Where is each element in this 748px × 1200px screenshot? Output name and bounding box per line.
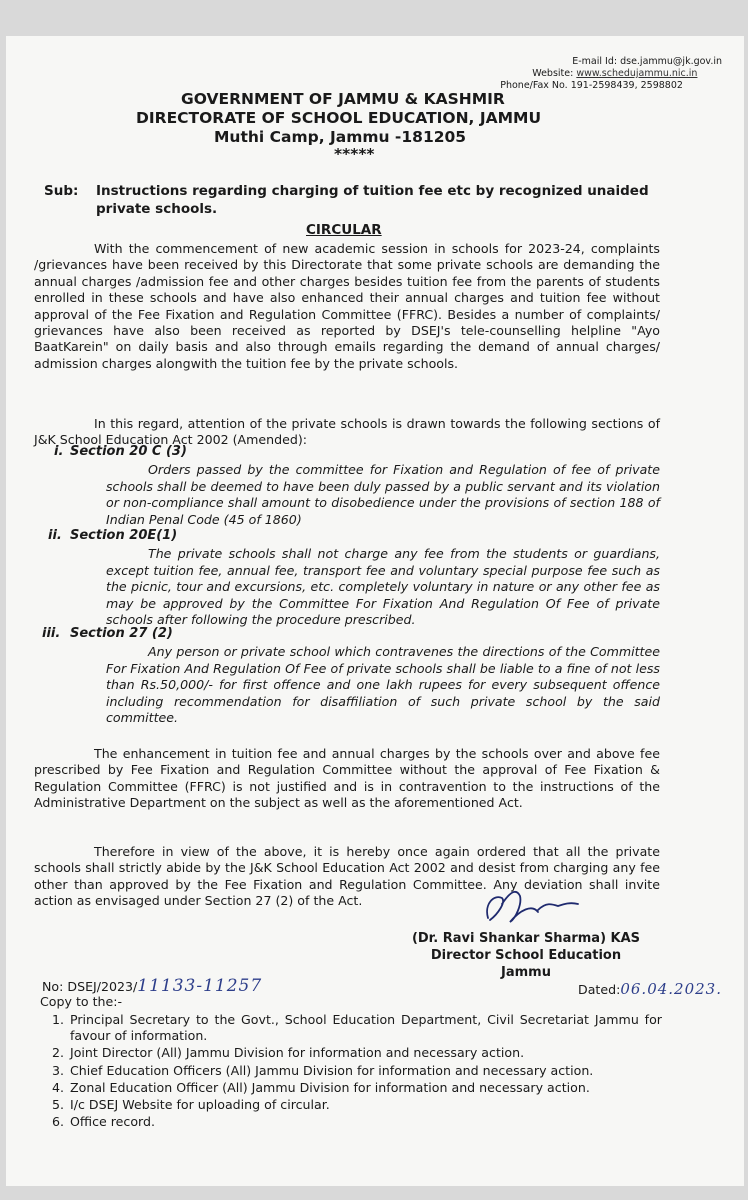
subject: [44, 182, 674, 218]
subject-label: Sub:: [44, 183, 79, 199]
paragraph-attention: In this regard, attention of the private schools is drawn towards the following sections of J&K School Education Act 2002 (Amended):: [34, 416, 660, 448]
signatory-block: [396, 930, 656, 981]
list-item: [40, 1063, 662, 1079]
phone-line: Phone/Fax No. 191-2598439, 2598802: [500, 80, 683, 91]
govt-name: GOVERNMENT OF JAMMU & KASHMIR: [181, 90, 505, 108]
signatory-place: Jammu: [501, 965, 551, 980]
list-item: [40, 1097, 662, 1113]
copy-to-label: Copy to the:-: [40, 994, 123, 1009]
section-2-text: The private schools shall not charge any fee from the students or guardians, except tuition fee, annual fee, transport fee and voluntary special purpose fee such as the picnic, tour and excursions, etc. completely voluntary in nature or any other fee as may be approved by the Committee For Fixation And Regulation Of Fee of private schools after following the procedure prescribed.: [106, 546, 660, 628]
paragraph-order: Therefore in view of the above, it is hereby once again ordered that all the private schools shall strictly abide by the J&K School Education Act 2002 and desist from charging any fee other than approved by the Fee Fixation and Regulation Committee. Any deviation shall invite action as envisaged under Section 27 (2) of the Act.: [34, 844, 660, 909]
dispatch-date: [578, 980, 722, 998]
contact-block: [500, 56, 722, 92]
paragraph-intro: With the commencement of new academic session in schools for 2023-24, complaints /grievances have been received by this Directorate that some private schools are demanding the annual charges /admission fee and other charges besides tuition fee from the parents of students enrolled in these schools and have also enhanced their annual charges and tuition fee without approval of the Fee Fixation and Regulation Committee (FFRC). Besides a number of complaints/ grievances have also been received as reported by DSEJ's tele-counselling helpline "Ayo BaatKarein" on daily basis and also through emails regarding the demand of annual charges/ admission charges alongwith the tuition fee by the private schools.: [34, 241, 660, 371]
list-item: [40, 1114, 662, 1130]
section-2-title: Section 20E(1): [70, 528, 178, 543]
dispatch-label: No: DSEJ/2023/: [42, 979, 138, 994]
section-3-number: iii.: [42, 626, 61, 641]
separator-stars: *****: [334, 145, 375, 163]
website-line: [500, 68, 722, 80]
website-label: Website:: [532, 68, 577, 79]
paragraph-enhancement: The enhancement in tuition fee and annual charges by the schools over and above fee prescribed by Fee Fixation and Regulation Committee without the approval of Fee Fixation & Regulation Committee (FFRC) is not justified and is in contravention to the instructions of the Administrative Department on the subject as well as the aforementioned Act.: [34, 746, 660, 811]
section-3-text: Any person or private school which contravenes the directions of the Committee For Fixation And Regulation Of Fee of private schools shall be liable to a fine of not less than Rs.50,000/- for first offence and one lakh rupees for every subsequent offence including recommendation for disaffiliation of such private school by the said committee.: [106, 644, 660, 726]
website-link[interactable]: www.schedujammu.nic.in: [576, 68, 698, 79]
list-item-number: 5.: [51, 1097, 64, 1113]
list-item-text: Office record.: [70, 1114, 155, 1130]
list-item: [40, 1012, 662, 1044]
dispatch-number: [42, 976, 262, 996]
address: Muthi Camp, Jammu -181205: [214, 128, 467, 146]
section-2-number: ii.: [48, 528, 62, 543]
list-item-text: I/c DSEJ Website for uploading of circular.: [70, 1097, 330, 1113]
list-item-text: Zonal Education Officer (All) Jammu Division for information and necessary action.: [70, 1079, 590, 1095]
section-1-title: Section 20 C (3): [70, 444, 187, 459]
directorate-name: DIRECTORATE OF SCHOOL EDUCATION, JAMMU: [136, 109, 542, 127]
circular-title: CIRCULAR: [306, 222, 382, 238]
section-3-title: Section 27 (2): [70, 626, 173, 641]
list-item-number: 6.: [51, 1114, 64, 1130]
letterhead: [136, 90, 606, 162]
list-item-number: 3.: [51, 1062, 64, 1078]
email-line: E-mail Id: dse.jammu@jk.gov.in: [572, 56, 722, 67]
dated-handwritten: 06.04.2023.: [620, 980, 722, 998]
list-item-text: Chief Education Officers (All) Jammu Division for information and necessary action.: [70, 1062, 594, 1078]
dated-label: Dated:: [578, 982, 621, 997]
list-item-number: 2.: [51, 1045, 64, 1061]
dispatch-handwritten: 11133-11257: [137, 976, 263, 996]
list-item-number: 4.: [51, 1079, 64, 1095]
signatory-name: (Dr. Ravi Shankar Sharma) KAS: [411, 931, 641, 946]
list-item: [40, 1080, 662, 1096]
section-1-text: Orders passed by the committee for Fixation and Regulation of fee of private schools shall be deemed to have been duly passed by a public servant and its violation or non-compliance shall amount to disobedience under the provisions of section 188 of Indian Penal Code (45 of 1860): [106, 462, 660, 527]
subject-text: Instructions regarding charging of tuition fee etc by recognized unaided private schools.: [96, 183, 649, 217]
list-item-number: 1.: [51, 1012, 64, 1027]
signatory-designation: Director School Education: [430, 948, 622, 963]
list-item-text: Principal Secretary to the Govt., School Education Department, Civil Secretariat Jammu for favour of information.: [70, 1012, 662, 1044]
list-item-text: Joint Director (All) Jammu Division for information and necessary action.: [70, 1045, 525, 1061]
copy-to-list: [40, 1012, 662, 1131]
list-item: [40, 1045, 662, 1061]
signature-mark: [476, 874, 586, 930]
document-page: [6, 36, 744, 1186]
section-1-number: i.: [54, 444, 64, 459]
